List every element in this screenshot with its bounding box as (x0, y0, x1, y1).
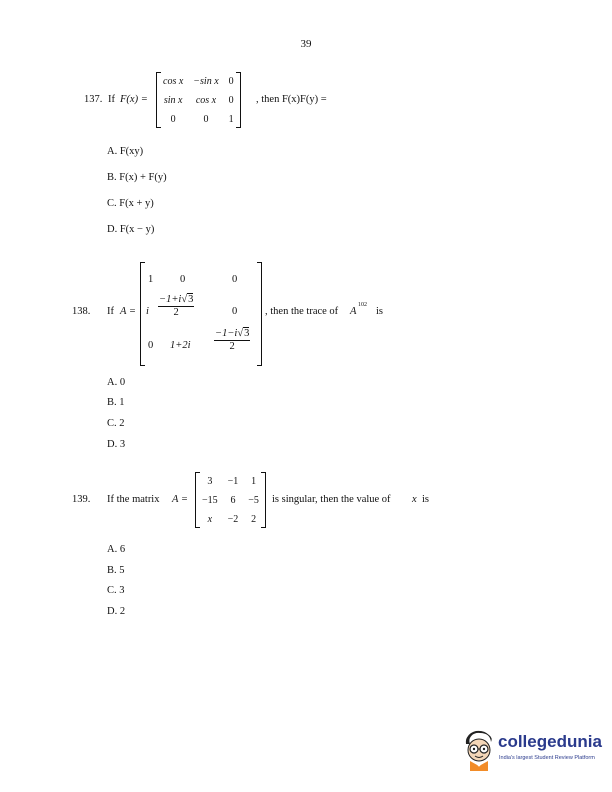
matrix-f (156, 72, 241, 128)
fraction-denominator: 2 (173, 307, 179, 318)
option-d: D. 2 (107, 606, 126, 617)
option-c: C. 3 (107, 585, 125, 596)
matrix-cell: 1 (251, 476, 257, 487)
option-a: A. 6 (107, 544, 126, 555)
question-number: 138. (72, 306, 91, 317)
question-prefix: If (108, 94, 115, 105)
matrix-cell: 1 (148, 274, 154, 285)
power-exponent: 102 (358, 302, 367, 308)
matrix-cell: −15 (202, 495, 218, 506)
matrix-cell-fraction: $\frac{-1+i√3}{2}$ (159, 294, 194, 318)
logo-wordmark: collegedunia (498, 732, 602, 751)
matrix-a (195, 472, 266, 528)
option-b: B. F(x) + F(y) (107, 172, 167, 183)
question-suffix: , then the trace of (265, 306, 339, 317)
question-suffix-end: is (376, 306, 384, 317)
question-number: 137. (84, 94, 103, 105)
matrix-cell: cos x (163, 76, 184, 87)
matrix-cell: −1 (227, 476, 239, 487)
matrix-lhs: A = (172, 494, 188, 505)
option-b: B. 5 (107, 565, 125, 576)
matrix-cell: 3 (207, 476, 213, 487)
matrix-cell: x (207, 514, 213, 525)
matrix-cell-fraction: $\frac{-1-i√3}{2}$ (215, 328, 250, 352)
matrix-cell: sin x (163, 95, 183, 106)
matrix-scalar: i (146, 306, 149, 317)
matrix-cell: 0 (228, 95, 234, 106)
matrix-cell: 0 (180, 274, 186, 285)
page-number: 39 (300, 38, 312, 50)
fraction-denominator: 2 (229, 341, 235, 352)
option-c: C. 2 (107, 418, 125, 429)
logo-tagline: India's largest Student Review Platform (499, 755, 595, 761)
matrix-cell: 1+2i (170, 340, 191, 351)
matrix-cell: 0 (203, 114, 209, 125)
matrix-cell: cos x (195, 95, 217, 106)
matrix-cell: −2 (227, 514, 239, 525)
matrix-cell: 6 (230, 495, 236, 506)
question-number: 139. (72, 494, 91, 505)
question-suffix: is singular, then the value of (272, 494, 391, 505)
question-suffix: , then F(x)F(y) = (256, 94, 327, 105)
matrix-lhs: F(x) = (120, 94, 148, 105)
question-prefix: If (107, 306, 114, 317)
option-d: D. F(x − y) (107, 224, 155, 235)
matrix-cell: 0 (232, 274, 238, 285)
matrix-a (140, 262, 262, 366)
option-d: D. 3 (107, 439, 126, 450)
collegedunia-logo (462, 730, 607, 774)
matrix-cell: 2 (251, 514, 257, 525)
matrix-cell: 0 (170, 114, 176, 125)
fraction-numerator: −1+i (159, 294, 182, 305)
sqrt-radicand: 3 (188, 294, 194, 305)
mascot-icon (462, 730, 496, 772)
matrix-cell: −5 (248, 495, 259, 506)
matrix-cell: 0 (148, 340, 154, 351)
option-a: A. F(xy) (107, 146, 144, 157)
matrix-lhs: A = (120, 306, 136, 317)
option-b: B. 1 (107, 397, 125, 408)
matrix-cell: −sin x (193, 76, 219, 87)
matrix-cell: 1 (228, 114, 234, 125)
power-base: A (350, 306, 357, 317)
question-prefix: If the matrix (107, 494, 160, 505)
matrix-cell: 0 (228, 76, 234, 87)
matrix-cell: 0 (232, 306, 238, 317)
option-c: C. F(x + y) (107, 198, 154, 209)
option-a: A. 0 (107, 377, 126, 388)
fraction-numerator: −1−i (215, 328, 238, 339)
question-variable: x (412, 494, 417, 505)
question-suffix-end: is (422, 494, 430, 505)
sqrt-radicand: 3 (244, 328, 250, 339)
